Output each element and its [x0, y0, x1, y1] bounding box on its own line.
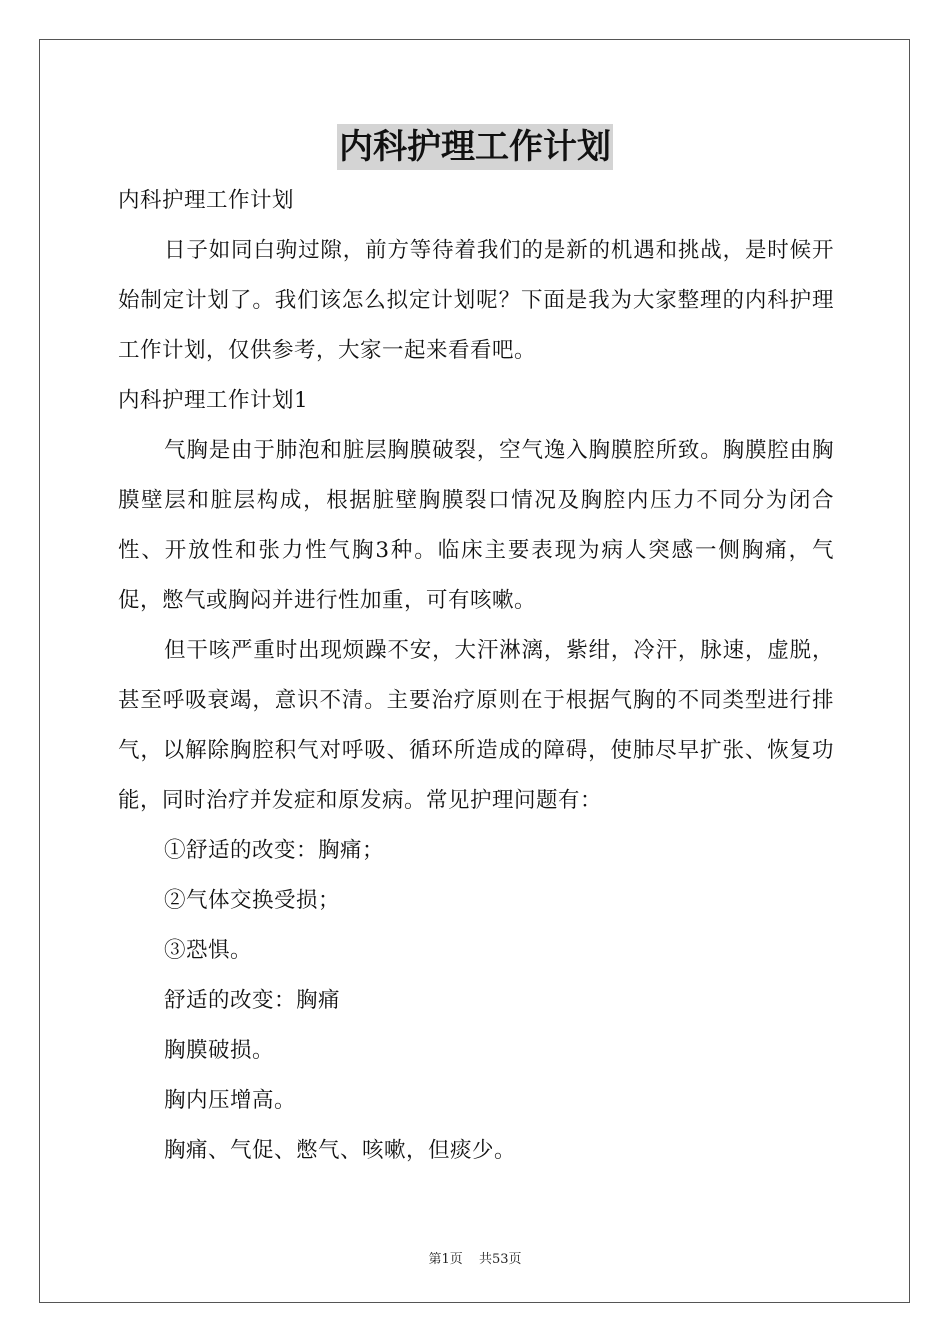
- document-title: 内科护理工作计划: [337, 124, 613, 170]
- paragraph-2: 内科护理工作计划1: [118, 388, 309, 413]
- paragraph-9: 胸膜破损。: [164, 1038, 275, 1063]
- document-body: [118, 176, 834, 1176]
- paragraph-11: 胸痛、气促、憋气、咳嗽，但痰少。: [164, 1138, 517, 1163]
- page-number: 第1页: [428, 1252, 463, 1267]
- paragraph-8: 舒适的改变：胸痛: [164, 988, 341, 1013]
- paragraph-0: 内科护理工作计划: [118, 188, 295, 213]
- paragraph-5: ①舒适的改变：胸痛；: [164, 838, 385, 863]
- paragraph-4: 但干咳严重时出现烦躁不安，大汗淋漓，紫绀，冷汗，脉速，虚脱，甚至呼吸衰竭，意识不清。主要治疗原则在于根据气胸的不同类型进行排气，以解除胸腔积气对呼吸、循环所造成的障碍，使肺尽早扩张、恢复功能，同时治疗并发症和原发病。常见护理问题有：: [118, 638, 834, 813]
- page-footer: [0, 1248, 950, 1267]
- paragraph-3: 气胸是由于肺泡和脏层胸膜破裂，空气逸入胸膜腔所致。胸膜腔由胸膜壁层和脏层构成，根据脏壁胸膜裂口情况及胸腔内压力不同分为闭合性、开放性和张力性气胸3种。临床主要表现为病人突感一侧胸痛，气促，憋气或胸闷并进行性加重，可有咳嗽。: [118, 438, 834, 613]
- paragraph-10: 胸内压增高。: [164, 1088, 297, 1113]
- paragraph-6: ②气体交换受损；: [164, 888, 341, 913]
- paragraph-7: ③恐惧。: [164, 938, 253, 963]
- document-title-wrapper: [0, 124, 950, 170]
- total-pages: 共53页: [478, 1252, 522, 1267]
- paragraph-1: 日子如同白驹过隙，前方等待着我们的是新的机遇和挑战，是时候开始制定计划了。我们该怎么拟定计划呢？下面是我为大家整理的内科护理工作计划，仅供参考，大家一起来看看吧。: [118, 238, 834, 363]
